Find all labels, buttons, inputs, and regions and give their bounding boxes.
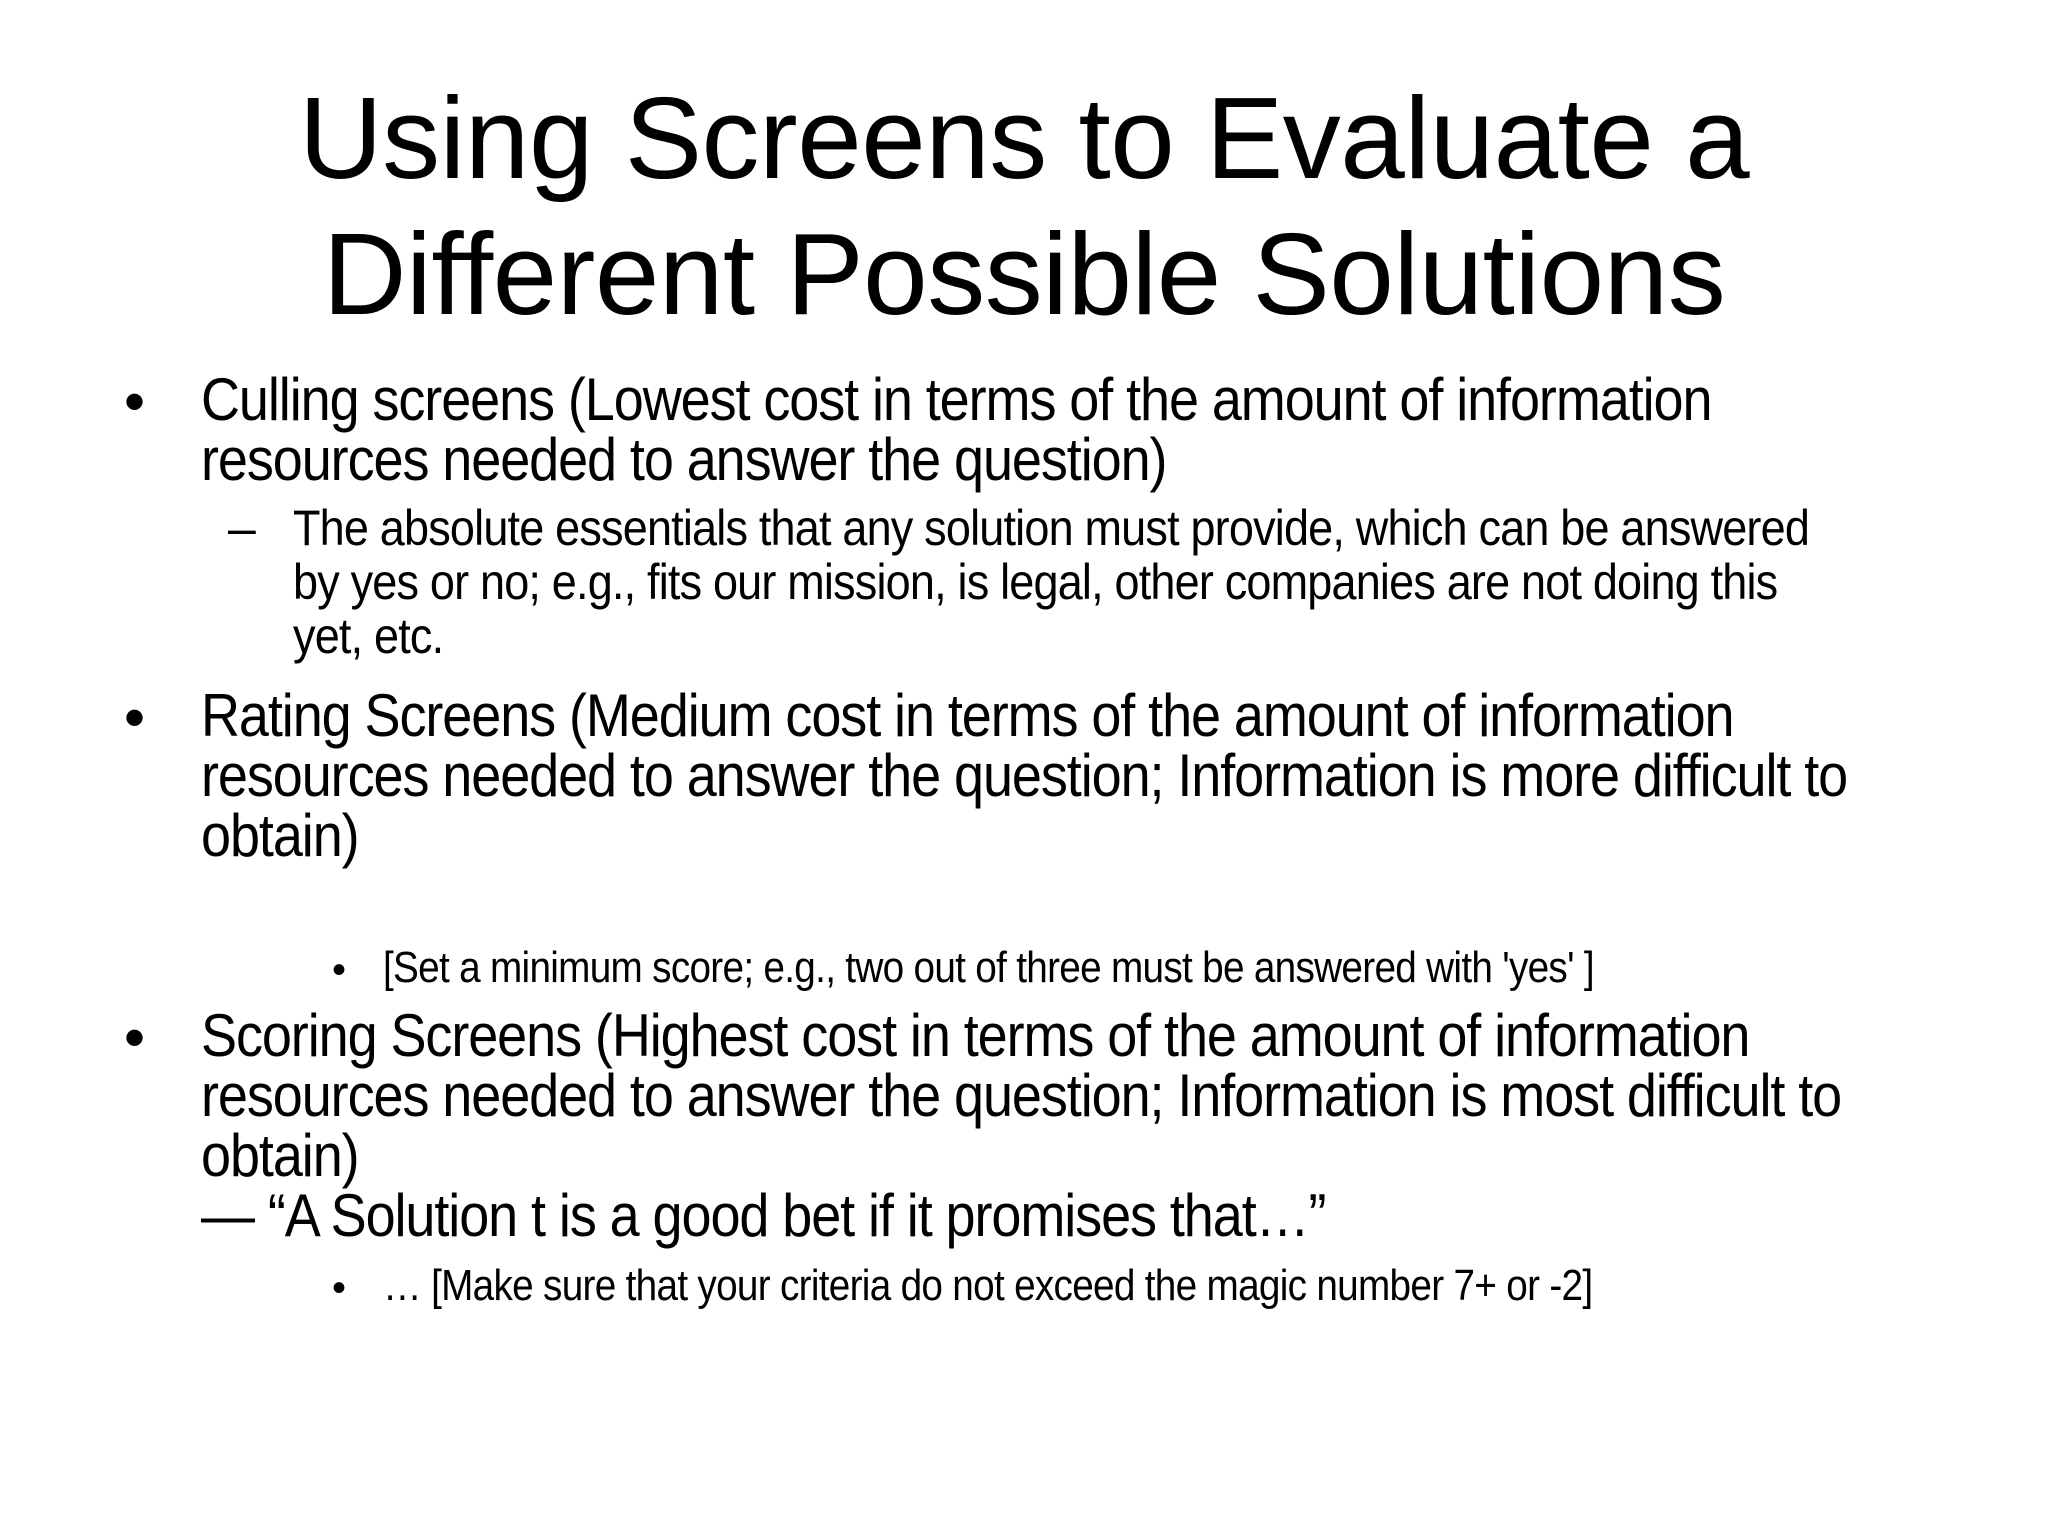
rating-sub-text: [Set a minimum score; e.g., two out of three must be answered with 'yes' ] (383, 943, 1594, 992)
scoring-text-line-3: obtain) (201, 1122, 359, 1189)
bullet-marker: • (124, 1004, 146, 1071)
dash-marker: – (228, 500, 256, 556)
culling-sub-line-3: yet, etc. (293, 608, 444, 664)
slide-title (0, 70, 2048, 342)
culling-sub-line-2: by yes or no; e.g., fits our mission, is legal, other companies are not doing this (293, 554, 1778, 610)
slide-title-line-1: Using Screens to Evaluate a (298, 73, 1750, 203)
rating-text-line-1: Rating Screens (Medium cost in terms of the amount of information (201, 682, 1734, 749)
rating-text-line-3: obtain) (201, 802, 359, 869)
culling-text-line-2: resources needed to answer the question) (201, 426, 1167, 493)
slide-title-line-2: Different Possible Solutions (322, 209, 1726, 339)
bullet-marker: • (332, 948, 347, 992)
scoring-text-line-1: Scoring Screens (Highest cost in terms of the amount of information (201, 1002, 1750, 1069)
bullet-marker: • (332, 1266, 347, 1310)
scoring-sub-text: … [Make sure that your criteria do not exceed the magic number 7+ or -2] (383, 1261, 1593, 1310)
bullet-marker: • (124, 684, 146, 751)
scoring-quote-line: — “A Solution t is a good bet if it promises that…” (201, 1182, 1326, 1249)
culling-text-line-1: Culling screens (Lowest cost in terms of the amount of information (201, 366, 1712, 433)
scoring-text-line-2: resources needed to answer the question; Information is most difficult to (201, 1062, 1842, 1129)
bullet-marker: • (124, 368, 146, 435)
culling-sub-line-1: The absolute essentials that any solution must provide, which can be answered (293, 500, 1810, 556)
rating-text-line-2: resources needed to answer the question; Information is more difficult to (201, 742, 1848, 809)
